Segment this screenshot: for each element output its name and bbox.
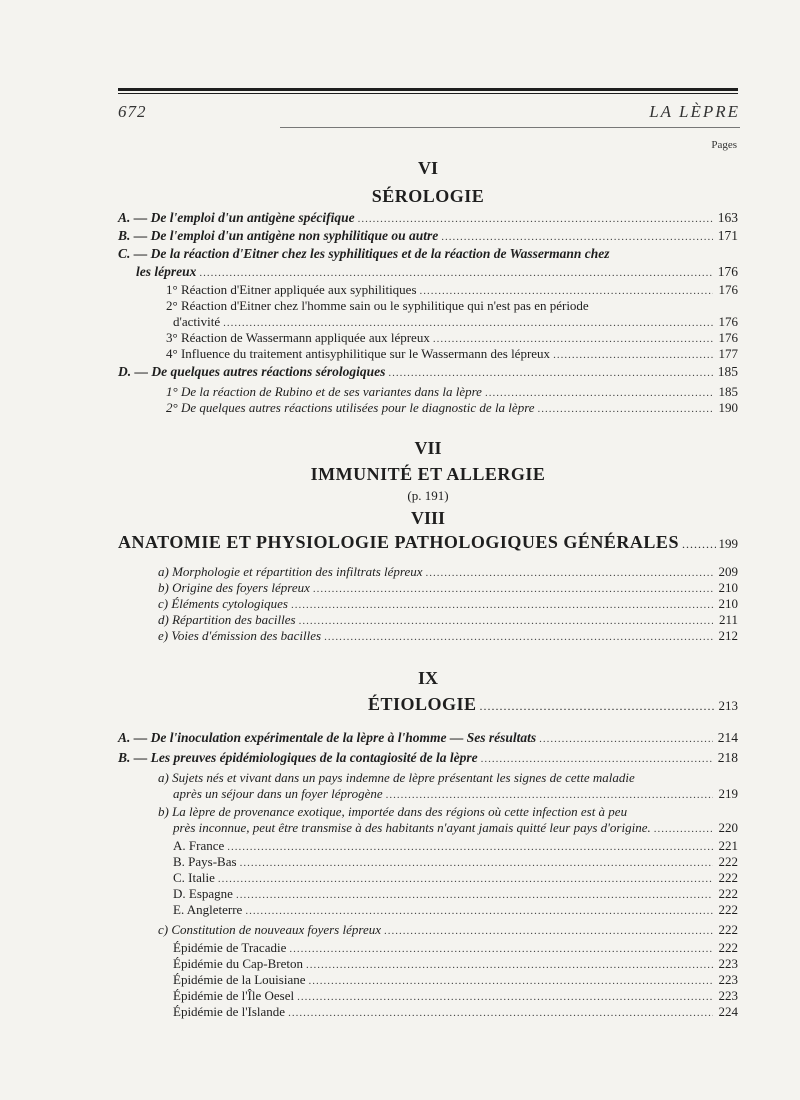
toc-entry[interactable]: 4° Influence du traitement antisyphilitique sur le Wassermann des lépreux ..... 177 [118, 346, 738, 362]
toc-entry[interactable]: Épidémie de Tracadie ..... 222 [118, 940, 738, 956]
toc-rule [280, 127, 740, 128]
toc-entry[interactable]: b) Origine des foyers lépreux ..... 210 [118, 580, 738, 596]
toc-entry[interactable]: Épidémie de l'Île Oesel ..... 223 [118, 988, 738, 1004]
toc-entry[interactable]: E. Angleterre ..... 222 [118, 902, 738, 918]
toc-entry[interactable]: 1° Réaction d'Eitner appliquée aux syphilitiques ..... 176 [118, 282, 738, 298]
toc-entry-line1: 2° Réaction d'Eitner chez l'homme sain ou le syphilitique qui n'est pas en période [166, 298, 589, 313]
toc-entry[interactable]: après un séjour dans un foyer léprogène ..... 219 [118, 786, 738, 802]
toc-entry[interactable]: près inconnue, peut être transmise à des habitants n'ayant jamais quitté leur pays d'origine. ..... 220 [118, 820, 738, 836]
toc-entry[interactable]: les lépreux ..... 176 [118, 264, 738, 280]
running-title: LA LÈPRE [649, 102, 740, 121]
toc-entry[interactable]: A. France ..... 221 [118, 838, 738, 854]
toc-entry[interactable]: C. Italie ..... 222 [118, 870, 738, 886]
section-viii-title: ANATOMIE ET PHYSIOLOGIE PATHOLOGIQUES GÉNÉRALES [118, 532, 679, 552]
section-vi-number: VI [417, 158, 438, 178]
pages-column-label: Pages [711, 139, 737, 151]
toc-entry-line1: a) Sujets nés et vivant dans un pays indemne de lèpre présentant les signes de cette maladie [158, 770, 635, 785]
section-vii-title: IMMUNITÉ ET ALLERGIE [310, 464, 546, 484]
toc-entry[interactable]: 3° Réaction de Wassermann appliquée aux lépreux ..... 176 [118, 330, 738, 346]
toc-entry-line1: C. — De la réaction d'Eitner chez les syphilitiques et de la réaction de Wassermann chez [118, 246, 610, 261]
toc-entry[interactable]: e) Voies d'émission des bacilles ..... 212 [118, 628, 738, 644]
toc-entry[interactable]: A. — De l'emploi d'un antigène spécifique ..... 163 [118, 210, 738, 226]
toc-entry[interactable]: 2° De quelques autres réactions utilisées pour le diagnostic de la lèpre ..... 190 [118, 400, 738, 416]
toc-entry[interactable]: c) Éléments cytologiques ..... 210 [118, 596, 738, 612]
header-rule-thick [118, 88, 738, 91]
toc-entry[interactable]: d'activité ..... 176 [118, 314, 738, 330]
toc-entry[interactable]: A. — De l'inoculation expérimentale de la lèpre à l'homme — Ses résultats ..... 214 [118, 730, 738, 746]
toc-entry[interactable]: D. — De quelques autres réactions sérologiques ..... 185 [118, 364, 738, 380]
page-number: 672 [118, 102, 147, 121]
section-ix-title-row[interactable]: ÉTIOLOGIE ..... 213 [118, 694, 738, 715]
section-viii-number: VIII [410, 508, 445, 528]
toc-entry[interactable]: c) Constitution de nouveaux foyers lépreux ..... 222 [118, 922, 738, 938]
header-rule-thin [118, 93, 738, 94]
toc-entry[interactable]: 1° De la réaction de Rubino et de ses variantes dans la lèpre ..... 185 [118, 384, 738, 400]
toc-entry[interactable]: a) Morphologie et répartition des infiltrats lépreux ..... 209 [118, 564, 738, 580]
toc-entry[interactable]: Épidémie de l'Islande ..... 224 [118, 1004, 738, 1020]
toc-entry[interactable]: Épidémie de la Louisiane ..... 223 [118, 972, 738, 988]
toc-entry[interactable]: d) Répartition des bacilles ..... 211 [118, 612, 738, 628]
toc-entry[interactable]: D. Espagne ..... 222 [118, 886, 738, 902]
section-vii-subtitle: (p. 191) [407, 488, 449, 503]
section-viii-title-row[interactable]: ANATOMIE ET PHYSIOLOGIE PATHOLOGIQUES GÉNÉRALES ..... 199 [118, 532, 738, 553]
toc-entry[interactable]: B. — Les preuves épidémiologiques de la contagiosité de la lèpre ..... 218 [118, 750, 738, 766]
toc-entry-line1: b) La lèpre de provenance exotique, importée dans des régions où cette infection est à peu [158, 804, 628, 819]
section-vi-title: SÉROLOGIE [371, 186, 485, 206]
section-ix-title: ÉTIOLOGIE [368, 694, 477, 714]
section-vii-number: VII [414, 438, 442, 458]
section-ix-number: IX [417, 668, 438, 688]
toc-entry[interactable]: Épidémie du Cap-Breton ..... 223 [118, 956, 738, 972]
toc-entry[interactable]: B. Pays-Bas ..... 222 [118, 854, 738, 870]
toc-entry[interactable]: B. — De l'emploi d'un antigène non syphilitique ou autre ..... 171 [118, 228, 738, 244]
